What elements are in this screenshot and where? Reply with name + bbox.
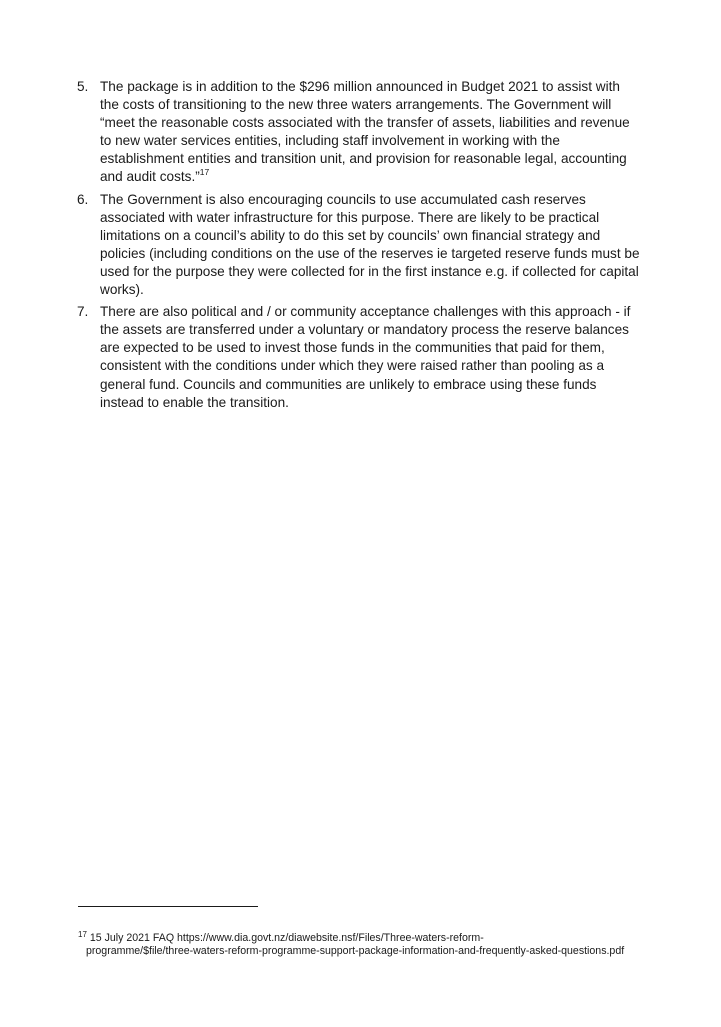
footnote-reference[interactable]: 17 [199, 167, 210, 178]
list-item [77, 78, 642, 187]
numbered-list [77, 78, 642, 416]
item-number: 7. [77, 304, 89, 320]
footnote-url-continuation[interactable]: programme/$file/three-waters-reform-programme-support-package-information-and-frequently-asked-questions.pdf [86, 944, 625, 957]
item-text: There are also political and / or community acceptance challenges with this approach - if the assets are transferred under a voluntary or mandatory process the reserve balances are expected to be used to invest those funds in the communities that paid for them, consistent with the conditions under which they were raised rather than pooling as a general fund. Councils and communities are unlikely to embrace using these funds instead to enable the transition. [100, 304, 631, 410]
item-text: The package is in addition to the $296 million announced in Budget 2021 to assist with the costs of transitioning to the new three waters arrangements. The Government will “meet the reasonable costs associated with the transfer of assets, liabilities and revenue to new water services entities, including staff involvement in working with the establishment entities and transition unit, and provision for reasonable legal, accounting and audit costs.” [100, 79, 630, 185]
footnote-separator [78, 906, 258, 907]
item-number: 5. [77, 79, 89, 94]
footnote-text[interactable]: 15 July 2021 FAQ https://www.dia.govt.nz/diawebsite.nsf/Files/Three-waters-reform- [86, 932, 484, 944]
item-number: 6. [77, 191, 89, 207]
footnote-line [78, 932, 638, 945]
list-item [77, 303, 642, 412]
footnote-mark: 17 [78, 930, 87, 939]
list-item [77, 191, 642, 300]
footnote [78, 932, 638, 957]
item-text: The Government is also encouraging councils to use accumulated cash reserves associated with water infrastructure for this purpose. There are likely to be practical limitations on a council’s ability to do this set by councils’ own financial strategy and policies (including conditions on the use of the reserves ie targeted reserve funds must be used for the purpose they were collected for in the first instance e.g. if collected for capital works). [100, 191, 640, 298]
